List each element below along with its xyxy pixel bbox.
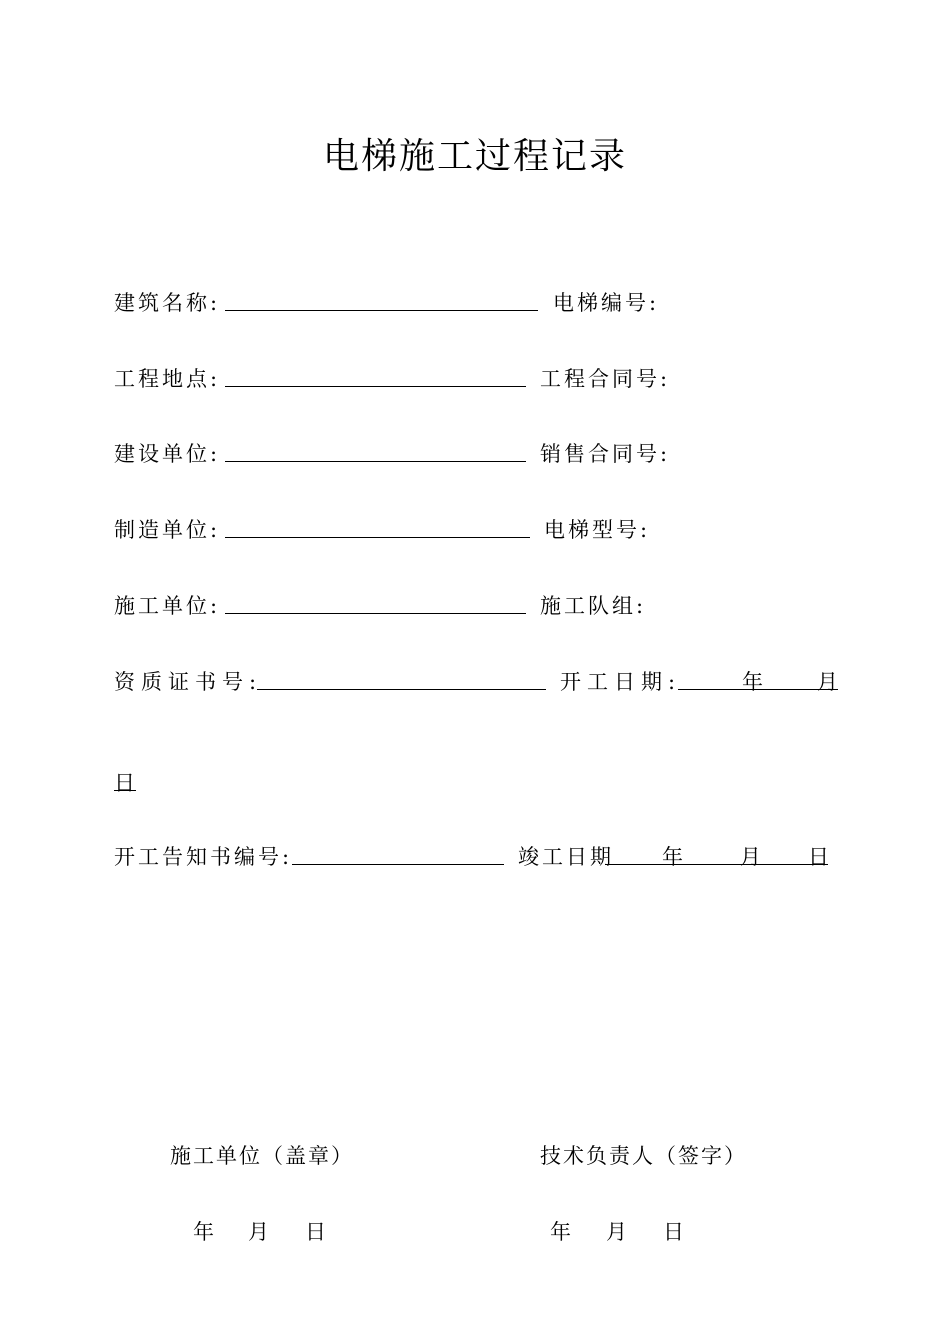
completion-day-label: 日 bbox=[808, 845, 832, 869]
contract-no-label: 工程合同号: bbox=[540, 367, 671, 391]
unit-day-label: 日 bbox=[305, 1220, 329, 1244]
sales-contract-no-label: 销售合同号: bbox=[540, 442, 671, 466]
notice-no-label: 开工告知书编号: bbox=[114, 845, 293, 869]
building-name-field[interactable] bbox=[225, 310, 538, 311]
start-date-label: 开工日期: bbox=[560, 670, 682, 694]
tech-month-label: 月 bbox=[606, 1220, 630, 1244]
unit-stamp-label: 施工单位（盖章） bbox=[170, 1144, 354, 1168]
tech-year-label: 年 bbox=[550, 1220, 574, 1244]
tech-day-label: 日 bbox=[663, 1220, 687, 1244]
construction-unit-field[interactable] bbox=[225, 461, 526, 462]
installer-label: 施工单位: bbox=[114, 594, 221, 618]
unit-year-label: 年 bbox=[193, 1220, 217, 1244]
unit-month-label: 月 bbox=[248, 1220, 272, 1244]
notice-no-field[interactable] bbox=[292, 864, 504, 865]
completion-date-field[interactable] bbox=[605, 864, 828, 865]
completion-date-label: 竣工日期 bbox=[518, 845, 614, 869]
qualification-no-field[interactable] bbox=[257, 689, 546, 690]
team-label: 施工队组: bbox=[540, 594, 647, 618]
tech-lead-sign-label: 技术负责人（签字） bbox=[540, 1144, 747, 1168]
elevator-model-label: 电梯型号: bbox=[544, 518, 651, 542]
construction-unit-label: 建设单位: bbox=[114, 442, 221, 466]
manufacturer-field[interactable] bbox=[225, 537, 530, 538]
start-day-label: 日 bbox=[114, 771, 138, 795]
start-day-field[interactable] bbox=[114, 790, 136, 791]
building-name-label: 建筑名称: bbox=[114, 291, 221, 315]
qualification-no-label: 资质证书号: bbox=[114, 670, 263, 694]
project-location-field[interactable] bbox=[225, 386, 526, 387]
start-year-label: 年 bbox=[742, 670, 766, 694]
elevator-no-label: 电梯编号: bbox=[553, 291, 660, 315]
page-title: 电梯施工过程记录 bbox=[322, 136, 627, 177]
project-location-label: 工程地点: bbox=[114, 367, 221, 391]
start-month-label: 月 bbox=[817, 670, 841, 694]
completion-year-label: 年 bbox=[662, 845, 686, 869]
installer-field[interactable] bbox=[225, 613, 526, 614]
completion-month-label: 月 bbox=[740, 845, 764, 869]
manufacturer-label: 制造单位: bbox=[114, 518, 221, 542]
